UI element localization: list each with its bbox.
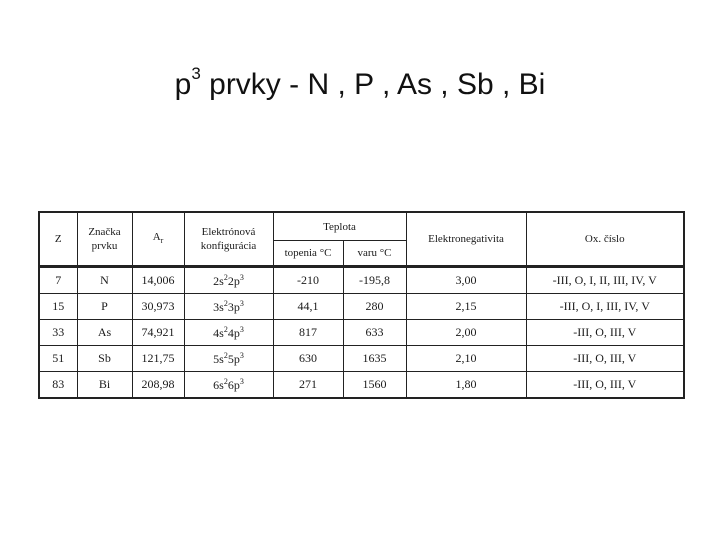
cell-symbol: Sb: [77, 346, 132, 372]
table-row: [39, 320, 684, 346]
cell-varu: 280: [343, 294, 406, 320]
header-znacka: [77, 212, 132, 267]
cfg-s-sup: 2: [223, 376, 228, 386]
cfg-s-sup: 2: [223, 350, 228, 360]
cell-ox-cislo: -III, O, III, V: [526, 320, 684, 346]
cfg-s-sup: 2: [223, 272, 228, 282]
cell-z: 15: [39, 294, 77, 320]
header-elektronegativita: Elektronegativita: [406, 212, 526, 267]
cfg-s: 2s: [213, 273, 224, 288]
header-ox-cislo: Ox. číslo: [526, 212, 684, 267]
cell-z: 83: [39, 372, 77, 399]
cell-ar: 74,921: [132, 320, 184, 346]
cfg-s-sup: 2: [223, 298, 228, 308]
cell-symbol: P: [77, 294, 132, 320]
header-z: Z: [39, 212, 77, 267]
cfg-s: 4s: [213, 325, 224, 340]
cell-elektronegativita: 2,10: [406, 346, 526, 372]
elements-table: [38, 211, 685, 399]
cell-elektronegativita: 2,15: [406, 294, 526, 320]
cfg-s: 6s: [213, 377, 224, 392]
cell-z: 33: [39, 320, 77, 346]
cfg-p-sup: 3: [239, 376, 244, 386]
cfg-p: 4p: [227, 325, 240, 340]
cell-ox-cislo: -III, O, I, II, III, IV, V: [526, 267, 684, 294]
cell-symbol: As: [77, 320, 132, 346]
cell-configuration: [184, 320, 273, 346]
cell-symbol: N: [77, 267, 132, 294]
cell-varu: -195,8: [343, 267, 406, 294]
cell-z: 51: [39, 346, 77, 372]
table-row: [39, 346, 684, 372]
table-header-row: [39, 212, 684, 241]
cell-elektronegativita: 3,00: [406, 267, 526, 294]
cell-ox-cislo: -III, O, III, V: [526, 372, 684, 399]
header-topenia: topenia °C: [273, 241, 343, 267]
cfg-p: 2p: [227, 273, 240, 288]
cell-configuration: [184, 372, 273, 399]
cell-ar: 208,98: [132, 372, 184, 399]
cell-ox-cislo: -III, O, III, V: [526, 346, 684, 372]
slide-title: [0, 64, 720, 102]
cell-elektronegativita: 1,80: [406, 372, 526, 399]
title-text: prvky - N , P , As , Sb , Bi: [200, 68, 546, 101]
header-ar: [132, 212, 184, 267]
cell-varu: 633: [343, 320, 406, 346]
cfg-p: 6p: [227, 377, 240, 392]
cell-ox-cislo: -III, O, I, III, IV, V: [526, 294, 684, 320]
cell-topenia: -210: [273, 267, 343, 294]
cfg-p: 3p: [227, 299, 240, 314]
cfg-s: 5s: [213, 351, 224, 366]
elements-table-wrapper: [38, 211, 683, 399]
cfg-p-sup: 3: [239, 324, 244, 334]
cfg-p: 5p: [227, 351, 240, 366]
header-ar-main: A: [152, 230, 161, 243]
cell-configuration: [184, 346, 273, 372]
cell-ar: 30,973: [132, 294, 184, 320]
cfg-p-sup: 3: [239, 298, 244, 308]
cfg-s-sup: 2: [223, 324, 228, 334]
header-ar-sub: r: [160, 236, 164, 246]
cell-topenia: 44,1: [273, 294, 343, 320]
header-znacka-line2: prvku: [91, 240, 118, 252]
cfg-p-sup: 3: [239, 350, 244, 360]
table-body: [39, 267, 684, 399]
cell-configuration: [184, 294, 273, 320]
cell-configuration: [184, 267, 273, 294]
title-prefix: p: [174, 68, 192, 101]
cell-elektronegativita: 2,00: [406, 320, 526, 346]
header-varu: varu °C: [343, 241, 406, 267]
table-row: [39, 372, 684, 399]
cell-varu: 1635: [343, 346, 406, 372]
cell-topenia: 271: [273, 372, 343, 399]
cell-ar: 14,006: [132, 267, 184, 294]
header-konfiguracia-line1: Elektrónová: [201, 226, 256, 238]
table-row: [39, 267, 684, 294]
cell-ar: 121,75: [132, 346, 184, 372]
cell-varu: 1560: [343, 372, 406, 399]
header-teplota: Teplota: [273, 212, 406, 241]
title-superscript: 3: [191, 64, 201, 83]
cell-symbol: Bi: [77, 372, 132, 399]
cfg-s: 3s: [213, 299, 224, 314]
header-konfiguracia: [184, 212, 273, 267]
header-konfiguracia-line2: konfigurácia: [200, 240, 257, 252]
cfg-p-sup: 3: [239, 272, 244, 282]
header-znacka-line1: Značka: [88, 226, 121, 238]
table-row: [39, 294, 684, 320]
cell-z: 7: [39, 267, 77, 294]
cell-topenia: 817: [273, 320, 343, 346]
cell-topenia: 630: [273, 346, 343, 372]
